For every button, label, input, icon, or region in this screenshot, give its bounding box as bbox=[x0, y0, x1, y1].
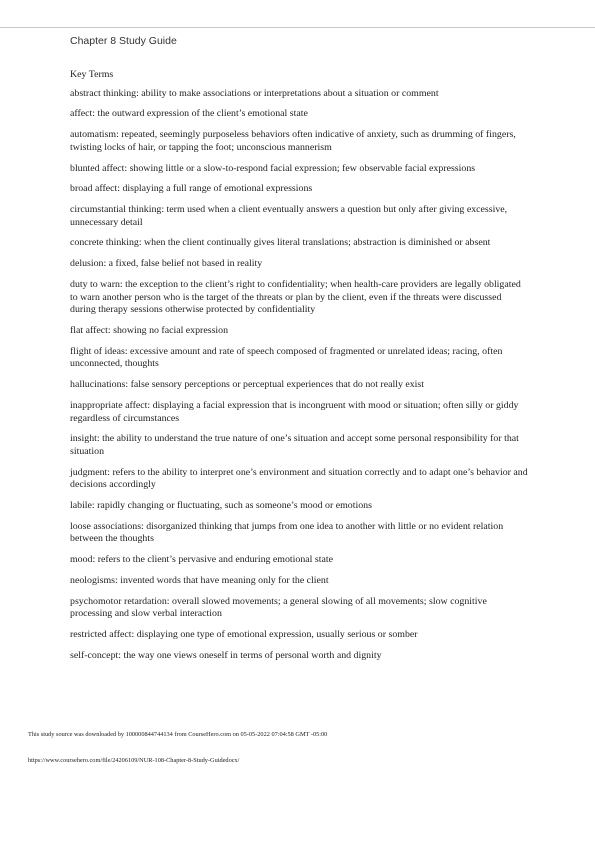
term-entry: psychomotor retardation: overall slowed movements; a general slowing of all movements; slow cognitive processing and slow verbal interaction bbox=[70, 595, 487, 620]
header-divider bbox=[0, 27, 595, 28]
term-entry: abstract thinking: ability to make associations or interpretations about a situation or comment bbox=[70, 87, 439, 99]
term-entry: insight: the ability to understand the true nature of one’s situation and accept some personal responsibility for that situation bbox=[70, 433, 519, 457]
section-heading: Key Terms bbox=[70, 69, 114, 80]
term-entry: mood: refers to the client’s pervasive and enduring emotional state bbox=[70, 554, 333, 566]
term-entry: delusion: a fixed, false belief not based in reality bbox=[70, 258, 263, 270]
term-entry: judgment: refers to the ability to interpret one’s environment and situation correctly and to adapt one’s behavior and decisions accordingly bbox=[70, 466, 528, 491]
term-entry: concrete thinking: when the client continually gives literal translations; abstraction is diminished or absent bbox=[70, 237, 491, 249]
download-note: This study source was downloaded by 100000844744134 from CourseHero.com on 05-05-2022 07:04:58 GMT -05:00 bbox=[28, 731, 328, 738]
term-entry: affect: the outward expression of the client’s emotional state bbox=[70, 108, 308, 120]
term-entry: circumstantial thinking: term used when a client eventually answers a question but only after giving excessive, unnecessary detail bbox=[70, 204, 508, 228]
term-entry: loose associations: disorganized thinking that jumps from one idea to another with little or no evident relation between the thoughts bbox=[70, 520, 504, 545]
term-entry: flat affect: showing no facial expression bbox=[70, 325, 229, 336]
term-entry: automatism: repeated, seemingly purposeless behaviors often indicative of anxiety, such as drumming of fingers, twisting locks of hair, or tapping the foot; unconscious mannerism bbox=[70, 129, 516, 153]
source-url[interactable]: https://www.coursehero.com/file/24206109/NUR-108-Chapter-8-Study-Guidedocx/ bbox=[28, 757, 240, 764]
document-title: Chapter 8 Study Guide bbox=[70, 35, 177, 47]
term-entry: labile: rapidly changing or fluctuating, such as someone’s mood or emotions bbox=[70, 500, 372, 512]
term-entry: neologisms: invented words that have meaning only for the client bbox=[70, 575, 329, 586]
term-entry: self-concept: the way one views oneself in terms of personal worth and dignity bbox=[70, 649, 382, 661]
term-entry: hallucinations: false sensory perceptions or perceptual experiences that do not really exist bbox=[70, 379, 425, 391]
document-body bbox=[70, 69, 528, 671]
term-entry: duty to warn: the exception to the client’s right to confidentiality; when health-care providers are legally obligated to warn another person who is the target of the threats or plan by the client, even if the threats were discussed during therapy sessions otherwise protected by confidentiality bbox=[70, 279, 521, 316]
term-entry: inappropriate affect: displaying a facial expression that is incongruent with mood or situation; often silly or giddy regardless of circumstances bbox=[70, 399, 519, 424]
term-entry: flight of ideas: excessive amount and rate of speech composed of fragmented or unrelated ideas; racing, often unconnected, thoughts bbox=[70, 345, 503, 370]
term-entry: restricted affect: displaying one type of emotional expression, usually serious or somber bbox=[70, 629, 418, 641]
term-entry: broad affect: displaying a full range of emotional expressions bbox=[70, 183, 313, 195]
term-entry: blunted affect: showing little or a slow-to-respond facial expression; few observable facial expressions bbox=[70, 162, 476, 174]
